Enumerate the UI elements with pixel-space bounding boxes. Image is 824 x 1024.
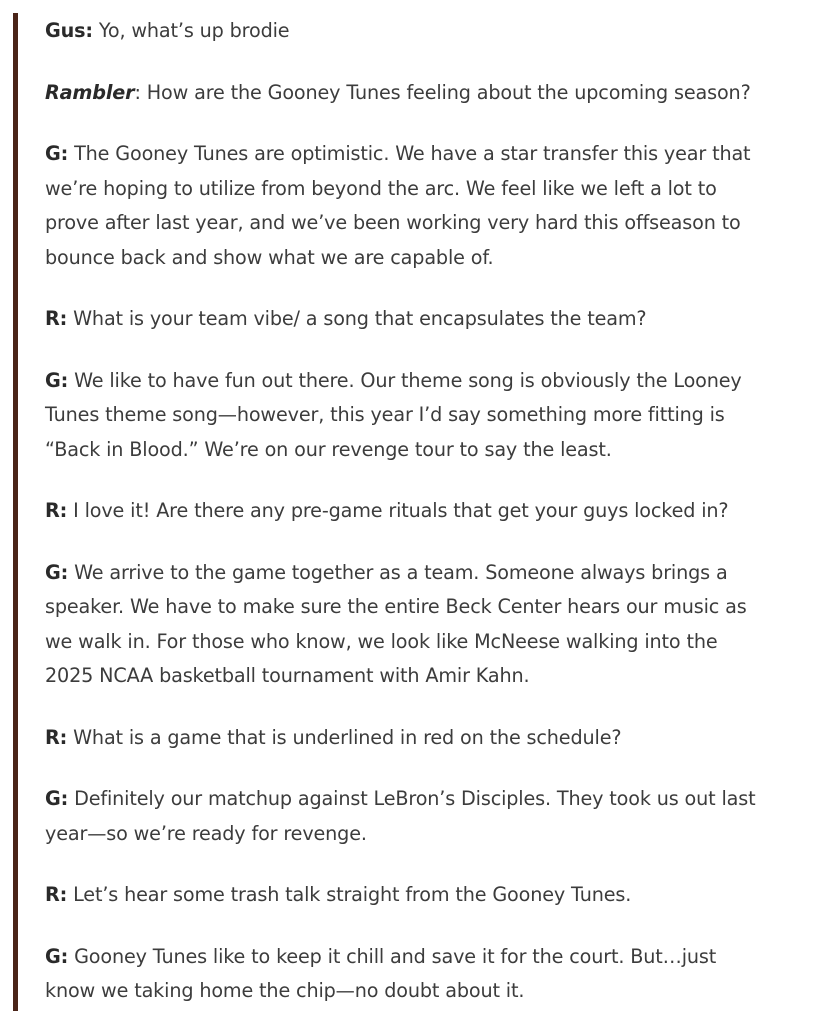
interview-paragraph-1: [45, 14, 765, 49]
interview-paragraph-9: [45, 782, 765, 851]
interview-paragraph-3: [45, 137, 765, 275]
paragraph-text: What is a game that is underlined in red on the schedule?: [67, 725, 622, 749]
paragraph-text: I love it! Are there any pre-game rituals that get your guys locked in?: [67, 499, 729, 522]
interview-paragraph-5: [45, 364, 765, 468]
speaker-label: R:: [45, 307, 68, 330]
paragraph-text: We arrive to the game together as a team. Someone always brings a speaker. We have to make sure the entire Beck Center hears our music as we walk in. For those who know, we look like McNeese walking into the 2025 NCAA basketball tournament with Amir Kahn.: [45, 560, 747, 687]
interview-blockquote: [45, 14, 765, 1024]
paragraph-text: The Gooney Tunes are optimistic. We have a star transfer this year that we’re hoping to utilize from beyond the arc. We feel like we left a lot to prove after last year, and we’ve been working very hard this offseason to bounce back and show what we are capable of.: [45, 142, 751, 269]
speaker-label: R:: [45, 883, 68, 906]
speaker-label: G:: [45, 944, 69, 968]
interview-paragraph-4: [45, 302, 765, 337]
speaker-label: G:: [45, 787, 69, 810]
interview-paragraph-10: [45, 878, 765, 913]
speaker-label: R:: [45, 725, 68, 749]
paragraph-text: Definitely our matchup against LeBron’s Disciples. They took us out last year—so we’re ready for revenge.: [45, 787, 756, 845]
paragraph-text: Yo, what’s up brodie: [92, 19, 290, 42]
paragraph-text: We like to have fun out there. Our theme song is obviously the Looney Tunes theme song—however, this year I’d say something more fitting is “Back in Blood.” We’re on our revenge tour to say the least.: [45, 368, 742, 461]
interview-paragraph-11: [45, 940, 765, 1009]
speaker-label: R:: [45, 499, 68, 522]
paragraph-text: Let’s hear some trash talk straight from the Gooney Tunes.: [67, 883, 632, 906]
interview-paragraph-8: [45, 721, 765, 756]
paragraph-text: : How are the Gooney Tunes feeling about the upcoming season?: [134, 80, 751, 104]
blockquote-bar: [13, 13, 18, 1011]
interview-paragraph-2: [45, 76, 765, 111]
paragraph-text: Gooney Tunes like to keep it chill and save it for the court. But…just know we taking home the chip—no doubt about it.: [45, 944, 717, 1002]
interview-paragraph-6: [45, 494, 765, 529]
speaker-label: G:: [45, 142, 69, 165]
speaker-label: Rambler: [45, 80, 135, 104]
interview-paragraph-7: [45, 556, 765, 694]
paragraph-text: What is your team vibe/ a song that encapsulates the team?: [67, 307, 647, 330]
speaker-label: Gus:: [45, 19, 93, 42]
speaker-label: G:: [45, 368, 69, 392]
speaker-label: G:: [45, 560, 69, 584]
